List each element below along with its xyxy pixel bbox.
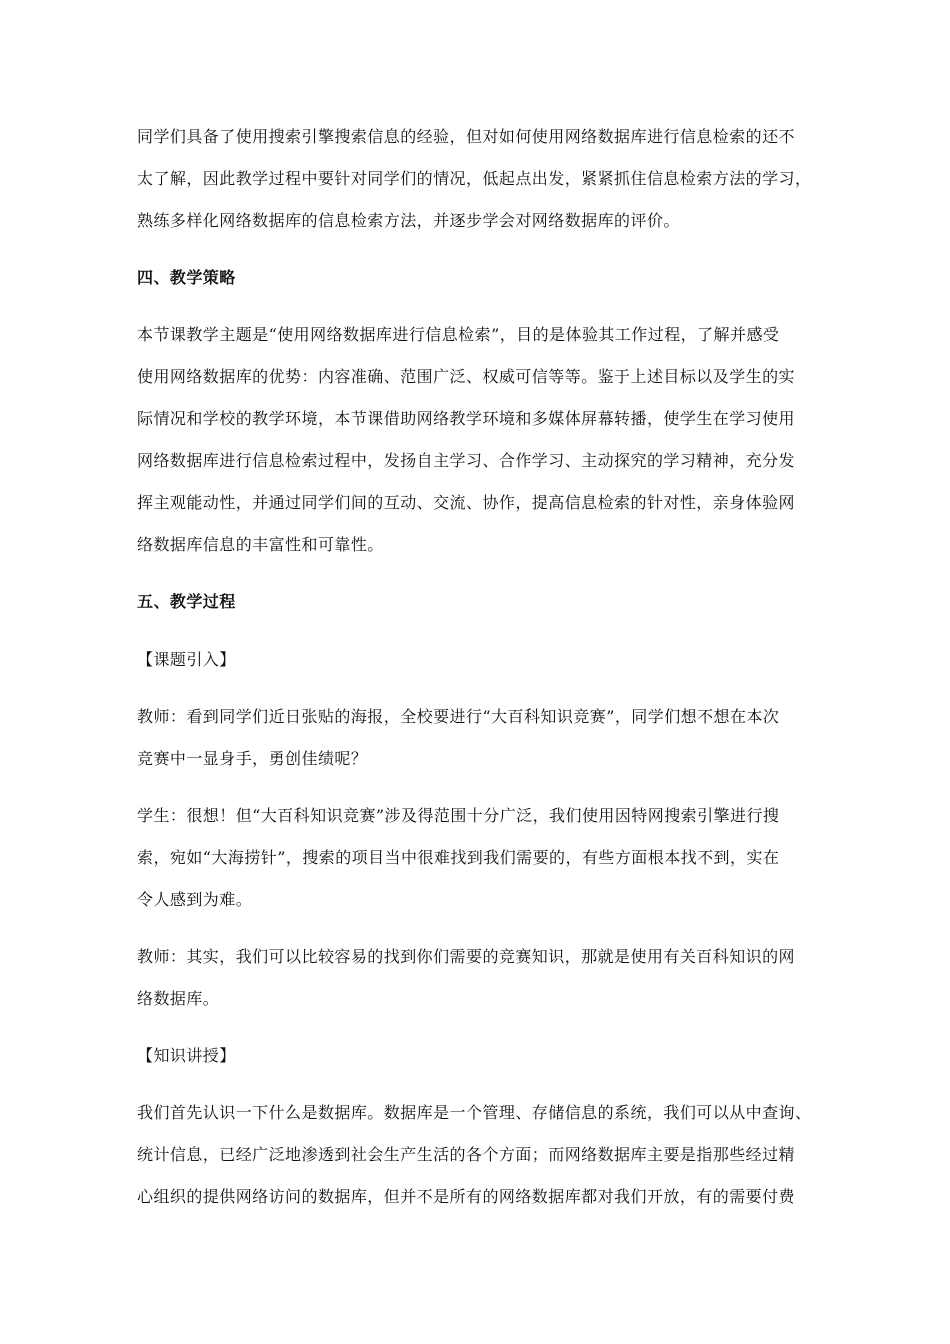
section-5-heading: 五、教学过程 xyxy=(137,592,236,611)
knowledge-paragraph-line-2: 统计信息，已经广泛地渗透到社会生产生活的各个方面；而网络数据库主要是指那些经过精 xyxy=(137,1145,796,1164)
section-4-paragraph-line-6: 络数据库信息的丰富性和可靠性。 xyxy=(137,535,384,554)
intro-label: 【课题引入】 xyxy=(137,650,236,669)
teacher-dialog-1-line-1: 教师：看到同学们近日张贴的海报，全校要进行“大百科知识竞赛”，同学们想不想在本次 xyxy=(137,707,780,726)
knowledge-paragraph-line-1: 我们首先认识一下什么是数据库。数据库是一个管理、存储信息的系统，我们可以从中查询、 xyxy=(137,1103,812,1122)
student-dialog-line-1: 学生：很想！但“大百科知识竞赛”涉及得范围十分广泛，我们使用因特网搜索引擎进行搜 xyxy=(137,806,780,825)
section-4-paragraph-line-2: 使用网络数据库的优势：内容准确、范围广泛、权威可信等等。鉴于上述目标以及学生的实 xyxy=(137,367,796,386)
section-4-heading: 四、教学策略 xyxy=(137,268,236,287)
teacher-dialog-1-line-2: 竞赛中一显身手，勇创佳绩呢？ xyxy=(137,749,368,768)
teacher-dialog-2-line-1: 教师：其实，我们可以比较容易的找到你们需要的竞赛知识，那就是使用有关百科知识的网 xyxy=(137,947,796,966)
section-4-paragraph-line-3: 际情况和学校的教学环境，本节课借助网络教学环境和多媒体屏幕转播，使学生在学习使用 xyxy=(137,409,796,428)
section-4-paragraph-line-1: 本节课教学主题是“使用网络数据库进行信息检索”，目的是体验其工作过程，了解并感受 xyxy=(137,325,780,344)
intro-paragraph-line-1: 同学们具备了使用搜索引擎搜索信息的经验，但对如何使用网络数据库进行信息检索的还不 xyxy=(137,127,796,146)
intro-paragraph-line-2: 太了解，因此教学过程中要针对同学们的情况，低起点出发，紧紧抓住信息检索方法的学习， xyxy=(137,169,812,188)
knowledge-label: 【知识讲授】 xyxy=(137,1046,236,1065)
student-dialog-line-2: 索，宛如“大海捞针”，搜索的项目当中很难找到我们需要的，有些方面根本找不到，实在 xyxy=(137,848,780,867)
intro-paragraph-line-3: 熟练多样化网络数据库的信息检索方法，并逐步学会对网络数据库的评价。 xyxy=(137,211,680,230)
knowledge-paragraph-line-3: 心组织的提供网络访问的数据库，但并不是所有的网络数据库都对我们开放，有的需要付费 xyxy=(137,1187,796,1206)
teacher-dialog-2-line-2: 络数据库。 xyxy=(137,989,220,1008)
section-4-paragraph-line-4: 网络数据库进行信息检索过程中，发扬自主学习、合作学习、主动探究的学习精神，充分发 xyxy=(137,451,796,470)
section-4-paragraph-line-5: 挥主观能动性，并通过同学们间的互动、交流、协作，提高信息检索的针对性，亲身体验网 xyxy=(137,493,796,512)
student-dialog-line-3: 令人感到为难。 xyxy=(137,890,253,909)
